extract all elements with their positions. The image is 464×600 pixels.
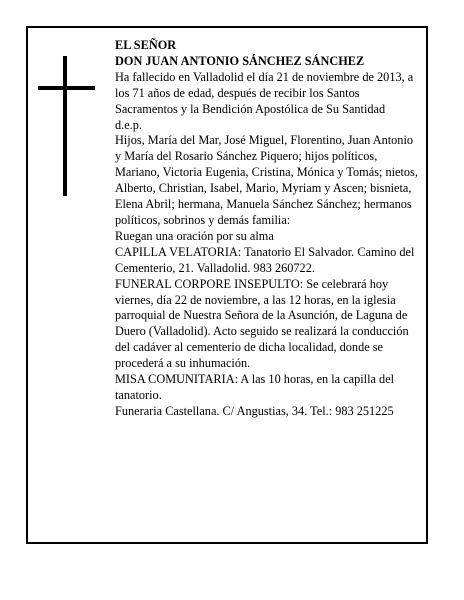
mass-info: MISA COMUNITARIA: A las 10 horas, en la capilla del tanatorio. (115, 372, 395, 402)
obituary-text (115, 38, 420, 420)
rip-text: d.e.p. (115, 117, 142, 132)
cross-icon (63, 56, 67, 196)
cross-icon-bar (38, 86, 95, 90)
funeral-info: FUNERAL CORPORE INSEPULTO: Se celebrará hoy viernes, día 22 de noviembre, a las 12 horas, en la iglesia parroquial de Nuestra Señora de la Asunción, de Laguna de Duero (Valladolid). Acto seguido se realizará la conducción del cadáver al cementerio de dicha localidad, donde se procederá a su inhumación. (115, 276, 409, 371)
obituary-title: EL SEÑOR (115, 38, 177, 52)
death-announcement: Ha fallecido en Valladolid el día 21 de noviembre de 2013, a los 71 años de edad, después de recibir los Santos Sacramentos y la Bendición Apostólica de Su Santidad (115, 69, 414, 116)
prayer-request: Ruegan una oración por su alma (115, 228, 274, 243)
funeral-home-info: Funeraria Castellana. C/ Angustias, 34. Tel.: 983 251225 (115, 403, 394, 418)
family-list: Hijos, María del Mar, José Miguel, Florentino, Juan Antonio y María del Rosario Sánchez Piquero; hijos políticos, Mariano, Victoria Eugenia, Cristina, Mónica y Tomás; nietos, Alberto, Christian, Isabel, Mario, Myriam y Ascen; bisnieta, Elena Abril; hermana, Manuela Sánchez Sánchez; hermanos políticos, sobrinos y demás familia: (115, 133, 418, 227)
chapel-info: CAPILLA VELATORIA: Tanatorio El Salvador. Camino del Cementerio, 21. Valladolid. 983 260722. (115, 244, 415, 275)
deceased-name: DON JUAN ANTONIO SÁNCHEZ SÁNCHEZ (115, 53, 365, 68)
